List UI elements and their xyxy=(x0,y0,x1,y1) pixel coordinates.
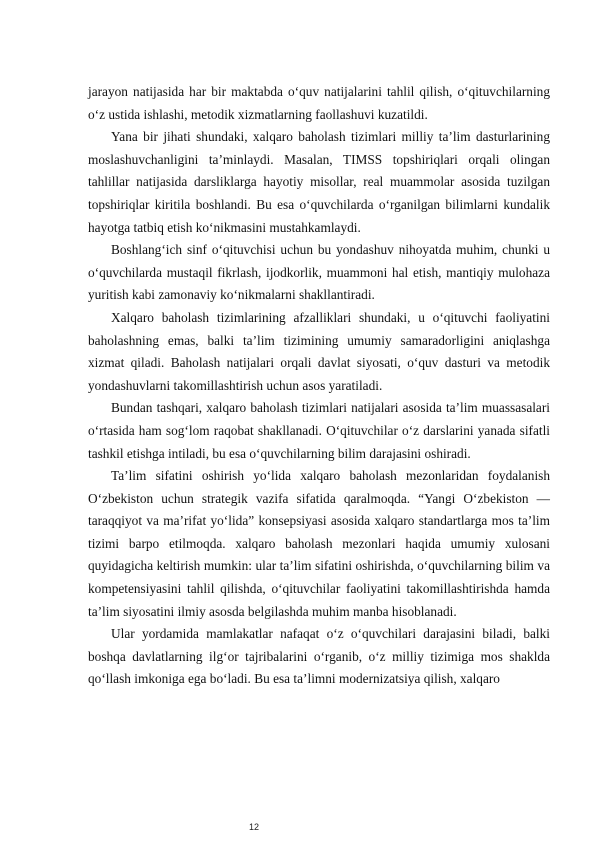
document-body xyxy=(88,81,550,691)
paragraph-2: Yana bir jihati shundaki, xalqaro baholash tizimlari milliy ta’lim dasturlarining moslashuvchanligini ta’minlaydi. Masalan, TIMSS topshiriqlari orqali olingan tahlillar natijasida darsliklarga hayotiy misollar, real muammolar asosida tuzilgan topshiriqlar kiritila boshlandi. Bu esa o‘quvchilarda o‘rganilgan bilimlarni kundalik hayotga tatbiq etish ko‘nikmasini mustahkamlaydi. xyxy=(88,129,550,235)
paragraph-6: Ta’lim sifatini oshirish yo‘lida xalqaro baholash mezonlaridan foydalanish O‘zbekiston uchun strategik vazifa sifatida qaralmoqda. “Yangi O‘zbekiston — taraqqiyot va ma’rifat yo‘lida” konsepsiyasi asosida xalqaro standartlarga mos ta’lim tizimi barpo etilmoqda. xalqaro baholash mezonlari haqida umumiy xulosani quyidagicha keltirish mumkin: ular ta’lim sifatini oshirishda, o‘quvchilarning bilim va kompetensiyasini tahlil qilishda, o‘qituvchilar faoliyatini takomillashtirishda hamda ta’lim siyosatini ilmiy asosda belgilashda muhim manba hisoblanadi. xyxy=(88,468,550,619)
page-number: 12 xyxy=(249,822,260,832)
paragraph-7: Ular yordamida mamlakatlar nafaqat o‘z o‘quvchilari darajasini biladi, balki boshqa davlatlarning ilg‘or tajribalarini o‘rganib, o‘z milliy tizimiga mos shaklda qo‘llash imkoniga ega bo‘ladi. Bu esa ta’limni modernizatsiya qilish, xalqaro xyxy=(88,626,550,687)
paragraph-1: jarayon natijasida har bir maktabda o‘quv natijalarini tahlil qilish, o‘qituvchilarning o‘z ustida ishlashi, metodik xizmatlarning faollashuvi kuzatildi. xyxy=(88,84,550,122)
paragraph-3: Boshlang‘ich sinf o‘qituvchisi uchun bu yondashuv nihoyatda muhim, chunki u o‘quvchilarda mustaqil fikrlash, ijodkorlik, muammoni hal etish, mantiqiy mulohaza yuritish kabi zamonaviy ko‘nikmalarni shakllantiradi. xyxy=(88,242,550,303)
paragraph-4: Xalqaro baholash tizimlarining afzalliklari shundaki, u o‘qituvchi faoliyatini baholashning emas, balki ta’lim tizimining umumiy samaradorligini aniqlashga xizmat qiladi. Baholash natijalari orqali davlat siyosati, o‘quv dasturi va metodik yondashuvlarni takomillashtirish uchun asos yaratiladi. xyxy=(88,309,550,393)
paragraph-5: Bundan tashqari, xalqaro baholash tizimlari natijalari asosida ta’lim muassasalari o‘rtasida ham sog‘lom raqobat shakllanadi. O‘qituvchilar o‘z darslarini yanada sifatli tashkil etishga intiladi, bu esa o‘quvchilarning bilim darajasini oshiradi. xyxy=(88,400,550,461)
